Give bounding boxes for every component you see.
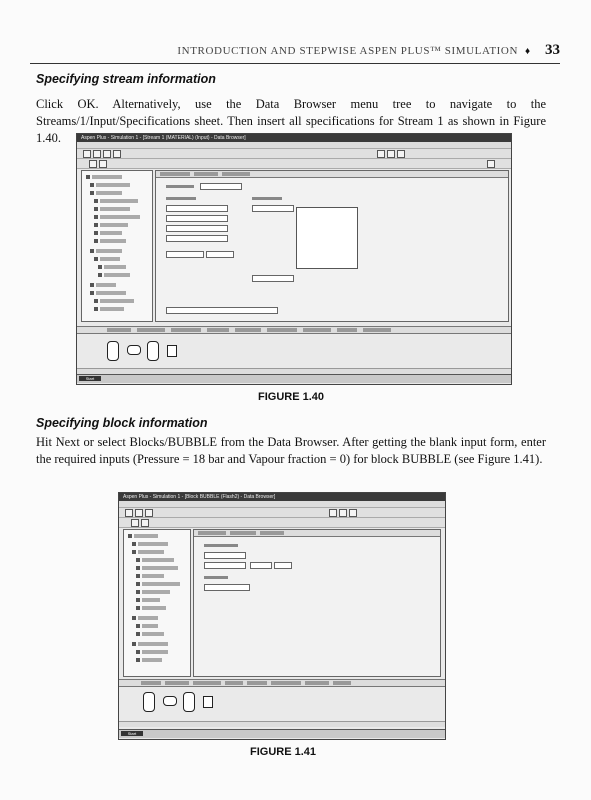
toolbar (119, 508, 445, 518)
step-icon (387, 150, 395, 158)
heater-block-icon (127, 345, 141, 355)
flash-block-icon (107, 341, 119, 361)
run-icon (377, 150, 385, 158)
save-icon (145, 509, 153, 517)
back-icon (89, 160, 97, 168)
page-number: 33 (545, 42, 560, 58)
help-icon (487, 160, 495, 168)
toolbar-secondary (119, 518, 445, 528)
stop-icon (349, 509, 357, 517)
toolbar (77, 149, 511, 159)
window-title: Aspen Plus - Simulation 1 - [Block BUBBLE (Flash2) - Data Browser] (119, 493, 445, 501)
run-icon (329, 509, 337, 517)
paragraph-block: Hit Next or select Blocks/BUBBLE from the Data Browser. After getting the blank input form, enter the required inputs (Pressure = 18 bar and Vapour fraction = 0) for block BUBBLE (see Figure 1.41). (36, 435, 546, 466)
save-icon (103, 150, 111, 158)
toolbar-secondary (77, 159, 511, 169)
stop-icon (397, 150, 405, 158)
figure-caption-1-41: FIGURE 1.41 (250, 746, 317, 758)
start-button: Start (121, 731, 143, 736)
running-header (30, 42, 560, 64)
menu-bar (77, 142, 511, 149)
separator-block-icon (183, 692, 195, 712)
composition-grid (296, 207, 358, 269)
data-browser-tree (123, 529, 191, 677)
back-icon (131, 519, 139, 527)
open-icon (93, 150, 101, 158)
new-icon (83, 150, 91, 158)
paragraph-stream: Click OK. Alternatively, use the Data Browser menu tree to navigate to the Streams/1/Input/Specifications sheet. Then insert all specifications for Stream 1 as shown in Figure 1.40. (36, 97, 546, 145)
window-title: Aspen Plus - Simulation 1 - [Stream 1 (MATERIAL) (Input) - Data Browser] (77, 134, 511, 142)
start-button: Start (79, 376, 101, 381)
step-icon (339, 509, 347, 517)
section-heading-block: Specifying block information (36, 416, 208, 430)
block-input-form (193, 529, 441, 677)
model-library-palette (119, 679, 445, 720)
flash-block-icon (143, 692, 155, 712)
menu-bar (119, 501, 445, 508)
open-icon (135, 509, 143, 517)
screenshot-figure-1-41 (118, 492, 446, 740)
taskbar (119, 729, 445, 738)
status-bar (119, 721, 445, 727)
stream-input-form (155, 170, 509, 322)
section-heading-stream: Specifying stream information (36, 72, 216, 86)
splitter-block-icon (203, 696, 213, 708)
header-diamond: ♦ (525, 46, 531, 57)
print-icon (113, 150, 121, 158)
new-icon (125, 509, 133, 517)
taskbar (77, 374, 511, 383)
splitter-block-icon (167, 345, 177, 357)
screenshot-figure-1-40 (76, 133, 512, 385)
model-library-palette (77, 326, 511, 369)
heater-block-icon (163, 696, 177, 706)
figure-caption-1-40: FIGURE 1.40 (258, 391, 325, 403)
running-title: INTRODUCTION AND STEPWISE ASPEN PLUS™ SIMULATION (177, 45, 518, 57)
separator-block-icon (147, 341, 159, 361)
data-browser-tree (81, 170, 153, 322)
forward-icon (99, 160, 107, 168)
forward-icon (141, 519, 149, 527)
